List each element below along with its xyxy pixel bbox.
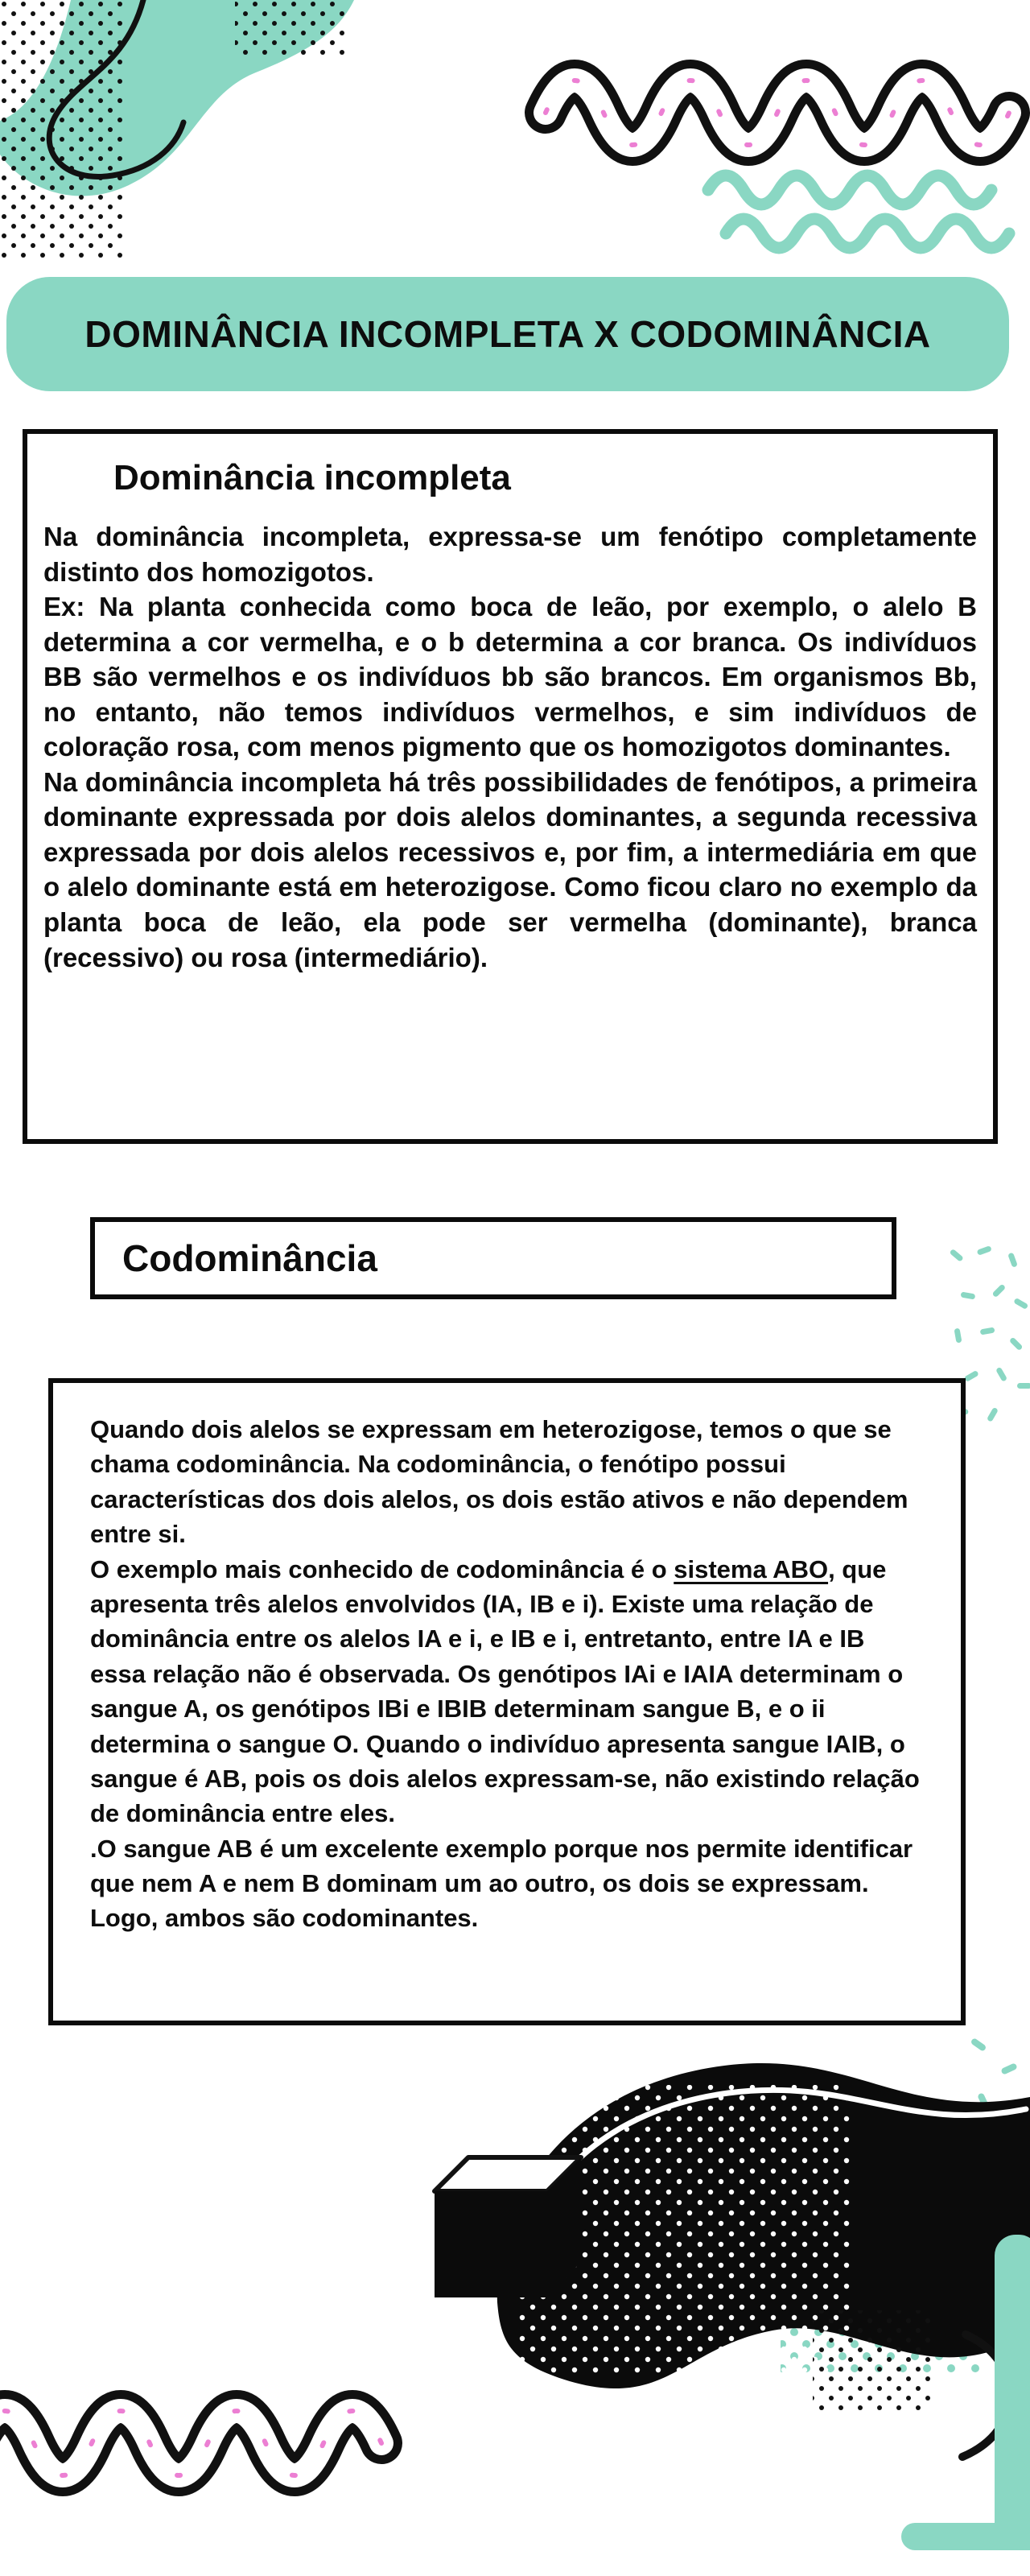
text-segment: , que apresenta três alelos envolvidos (IA, IB e i). Existe uma relação de dominância entre os alelos IA e i, e IB e i, entretanto, entre IA e IB essa relação não é observada. Os genótipos IAi e IAIA determinam o sangue A, os genótipos IBi e IBIB determinam sangue B, e o ii determina o sangue O. Quando o indivíduo apresenta sangue IAIB, o sangue é AB, pois os dois alelos expressam-se, não existindo relação de dominância entre eles. (90, 1554, 920, 1828)
paragraph: Na dominância incompleta, expressa-se um fenótipo completamente distinto dos homozigotos. (43, 522, 977, 587)
bottom-right-wave-decoration (402, 1988, 1030, 2576)
codominance-heading-card (90, 1217, 896, 1299)
codominance-card (48, 1378, 966, 2025)
text-segment: O exemplo mais conhecido de codominância é o (90, 1554, 674, 1583)
paragraph (90, 1552, 924, 1831)
incomplete-dominance-card (23, 429, 998, 1144)
top-left-blob-decoration (0, 0, 378, 266)
incomplete-dominance-heading: Dominância incompleta (113, 458, 511, 497)
paragraph: Ex: Na planta conhecida como boca de leão, por exemplo, o alelo B determina a cor vermelha, e o b determina a cor branca. Os indivíduos BB são vermelhos e os indivíduos bb são brancos. Em organismos Bb, no entanto, não temos indivíduos vermelhos, e sim indivíduos de coloração rosa, com menos pigmento que os homozigotos dominantes. (43, 592, 977, 762)
paragraph: Quando dois alelos se expressam em heterozigose, temos o que se chama codominância. Na codominância, o fenótipo possui características dos dois alelos, os dois estão ativos e não dependem entre si. (90, 1415, 908, 1549)
underlined-term: sistema ABO (674, 1554, 829, 1583)
codominance-heading: Codominância (122, 1237, 377, 1279)
paragraph: .O sangue AB é um excelente exemplo porque nos permite identificar que nem A e nem B dominam um ao outro, os dois se expressam. Logo, ambos são codominantes. (90, 1834, 913, 1933)
teal-waves-decoration (698, 158, 1028, 262)
title-banner (6, 277, 1009, 391)
bottom-left-squiggle-decoration (0, 2359, 402, 2528)
paragraph: Na dominância incompleta há três possibilidades de fenótipos, a primeira dominante expressada por dois alelos dominantes, a segunda recessiva expressada por dois alelos recessivos e, por fim, a intermediária em que o alelo dominante está em heterozigose. Como ficou claro no exemplo da planta boca de leão, ela pode ser vermelha (dominante), branca (recessivo) ou rosa (intermediário). (43, 766, 977, 972)
page-title: DOMINÂNCIA INCOMPLETA X CODOMINÂNCIA (84, 313, 931, 355)
cube-decoration (435, 2157, 581, 2297)
